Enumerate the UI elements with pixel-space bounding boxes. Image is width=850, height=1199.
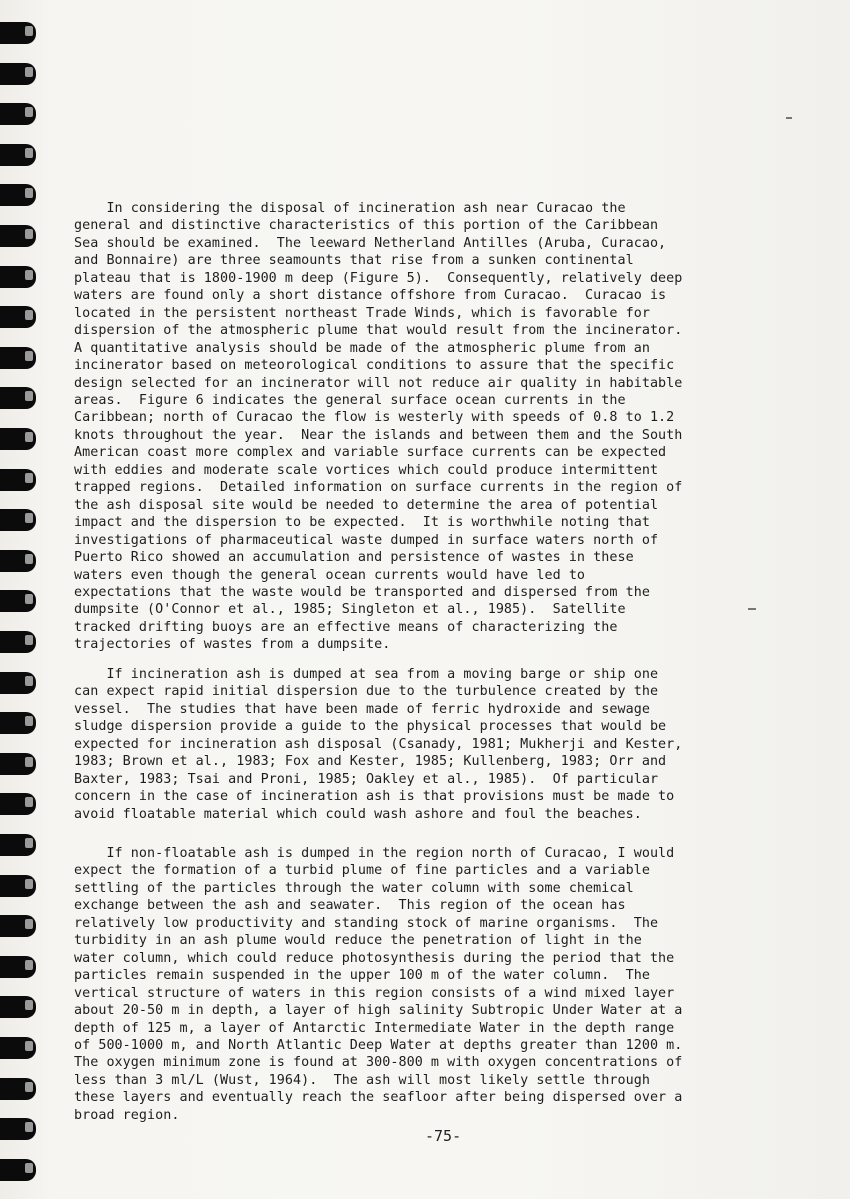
binding-ring (0, 1159, 36, 1181)
binding-ring (0, 1037, 36, 1059)
binding-ring (0, 915, 36, 937)
binding-ring (0, 184, 36, 206)
binding-ring (0, 590, 36, 612)
binding-ring (0, 550, 36, 572)
binding-ring (0, 63, 36, 85)
binding-ring (0, 225, 36, 247)
binding-ring (0, 469, 36, 491)
page-number: -75- (425, 1127, 462, 1145)
binding-ring (0, 875, 36, 897)
binding-ring (0, 387, 36, 409)
binding-ring (0, 347, 36, 369)
binding-ring (0, 996, 36, 1018)
binding-ring (0, 793, 36, 815)
binding-ring (0, 22, 36, 44)
paragraph-2: If incineration ash is dumped at sea from a moving barge or ship one can expect rapid initial dispersion due to the turbulence created by the vessel. The studies that have been made of ferric hydroxide and sewage sludge dispersion provide a guide to the physical processes that would be expected for incineration ash disposal (Csanady, 1981; Mukherji and Kester, 1983; Brown et al., 1983; Fox and Kester, 1985; Kullenberg, 1983; Orr and Baxter, 1983; Tsai and Proni, 1985; Oakley et al., 1985). Of particular concern in the case of incineration ash is that provisions must be made to avoid floatable material which could wash ashore and foul the beaches. (74, 667, 683, 822)
stray-mark (748, 608, 756, 610)
paragraph-3: If non-floatable ash is dumped in the region north of Curacao, I would expect the formation of a turbid plume of fine particles and a variable settling of the particles through the water column with some chemical exchange between the ash and seawater. This region of the ocean has relatively low productivity and standing stock of marine organisms. The turbidity in an ash plume would reduce the penetration of light in the water column, which could reduce photosynthesis during the period that the particles remain suspended in the upper 100 m of the water column. The vertical structure of waters in this region consists of a wind mixed layer about 20-50 m in depth, a layer of high salinity Subtropic Under Water at a depth of 125 m, a layer of Antarctic Intermediate Water in the depth range of 500-1000 m, and North Atlantic Deep Water at depths greater than 1200 m. The oxygen minimum zone is found at 300-800 m with oxygen concentrations of less than 3 ml/L (Wust, 1964). The ash will most likely settle through these layers and eventually reach the seafloor after being dispersed over a broad region. (74, 846, 683, 1123)
binding-ring (0, 1078, 36, 1100)
binding-ring (0, 753, 36, 775)
binding-ring (0, 266, 36, 288)
binding-ring (0, 144, 36, 166)
binding-ring (0, 712, 36, 734)
binding-ring (0, 1118, 36, 1140)
stray-mark (786, 117, 792, 119)
binding-ring (0, 631, 36, 653)
binding-ring (0, 428, 36, 450)
binding-ring (0, 103, 36, 125)
binding-ring (0, 956, 36, 978)
paragraph-1: In considering the disposal of incineration ash near Curacao the general and distinctive characteristics of this portion of the Caribbean Sea should be examined. The leeward Netherland Antilles (Aruba, Curacao, and Bonnaire) are three seamounts that rise from a sunken continental plateau that is 1800-1900 m deep (Figure 5). Consequently, relatively deep waters are found only a short distance offshore from Curacao. Curacao is located in the persistent northeast Trade Winds, which is favorable for dispersion of the atmospheric plume that would result from the incinerator. A quantitative analysis should be made of the atmospheric plume from an incinerator based on meteorological conditions to assure that the specific design selected for an incinerator will not reduce air quality in habitable areas. Figure 6 indicates the general surface ocean currents in the Caribbean; north of Curacao the flow is westerly with speeds of 0.8 to 1.2 knots throughout the year. Near the islands and between them and the South American coast more complex and variable surface currents can be expected with eddies and moderate scale vortices which could produce intermittent trapped regions. Detailed information on surface currents in the region of the ash disposal site would be needed to determine the area of potential impact and the dispersion to be expected. It is worthwhile noting that investigations of pharmaceutical waste dumped in surface waters north of Puerto Rico showed an accumulation and persistence of wastes in these waters even though the general ocean currents would have led to expectations that the waste would be transported and dispersed from the dumpsite (O'Connor et al., 1985; Singleton et al., 1985). Satellite tracked drifting buoys are an effective means of characterizing the trajectories of wastes from a dumpsite. (74, 201, 683, 653)
binding-ring (0, 672, 36, 694)
binding-ring (0, 834, 36, 856)
binding-ring (0, 306, 36, 328)
binding-ring (0, 509, 36, 531)
spiral-binding (0, 0, 40, 1199)
